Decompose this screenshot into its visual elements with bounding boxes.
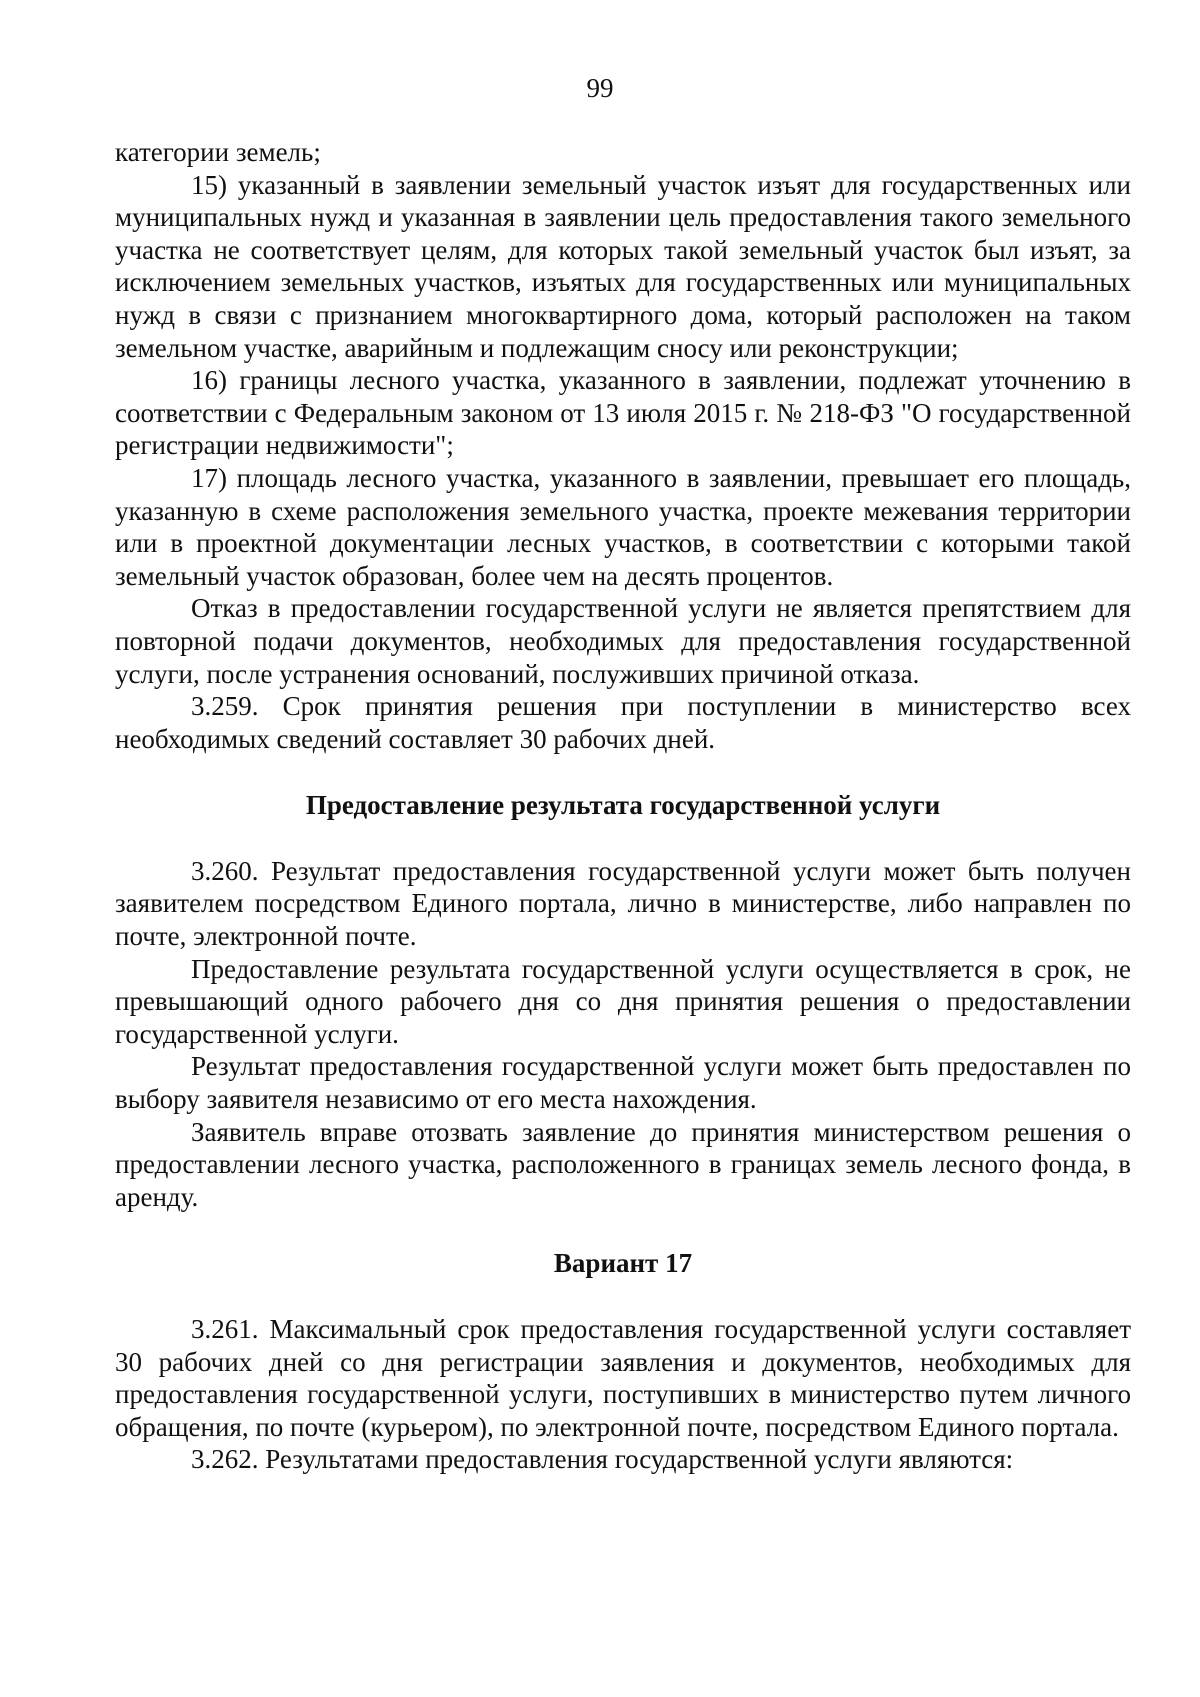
spacer bbox=[115, 755, 1131, 789]
spacer bbox=[115, 1280, 1131, 1313]
paragraph: 3.261. Максимальный срок предоставления государственной услуги составляет 30 рабочих дней со дня регистрации заявления и документов, необходимых для предоставления государственной услуги, поступивших в министерство путем личного обращения, по почте (курьером), по электронной почте, посредством Единого портала. bbox=[115, 1314, 1131, 1442]
paragraph: 15) указанный в заявлении земельный участок изъят для государственных или муниципальных нужд и указанная в заявлении цель предоставления такого земельного участка не соответствует целям, для которых такой земельный участок был изъят, за исключением земельных участков, изъятых для государственных или муниципальных нужд в связи с признанием многоквартирного дома, который расположен на таком земельном участке, аварийным и подлежащим сносу или реконструкции; bbox=[115, 169, 1131, 363]
paragraph: 3.260. Результат предоставления государственной услуги может быть получен заявителем посредством Единого портала, лично в министерстве, либо направлен по почте, электронной почте. bbox=[115, 855, 1131, 952]
section-heading: Предоставление результата государственной услуги bbox=[305, 790, 941, 821]
paragraph: 3.262. Результатами предоставления государственной услуги являются: bbox=[191, 1444, 1014, 1475]
spacer bbox=[115, 1213, 1131, 1247]
paragraph: категории земель; bbox=[115, 137, 321, 167]
paragraph: Заявитель вправе отозвать заявление до принятия министерством решения о предоставлении лесного участка, расположенного в границах земель лесного фонда, в аренду. bbox=[115, 1116, 1131, 1212]
paragraph: Результат предоставления государственной услуги может быть предоставлен по выбору заявителя независимо от его места нахождения. bbox=[115, 1051, 1131, 1115]
variant-heading: Вариант 17 bbox=[553, 1248, 693, 1279]
page-number: 99 bbox=[586, 73, 614, 103]
paragraph: 3.259. Срок принятия решения при поступлении в министерство всех необходимых сведений составляет 30 рабочих дней. bbox=[115, 691, 1131, 754]
paragraph: Отказ в предоставлении государственной услуги не является препятствием для повторной подачи документов, необходимых для предоставления государственной услуги, после устранения оснований, послуживших причиной отказа. bbox=[115, 593, 1131, 689]
paragraph: 17) площадь лесного участка, указанного в заявлении, превышает его площадь, указанную в схеме расположения земельного участка, проекте межевания территории или в проектной документации лесных участков, в соответствии с которыми такой земельный участок образован, более чем на десять процентов. bbox=[115, 462, 1131, 591]
document-body bbox=[115, 136, 1131, 1476]
paragraph: Предоставление результата государственной услуги осуществляется в срок, не превышающий одного рабочего дня со дня принятия решения о предоставлении государственной услуги. bbox=[115, 953, 1131, 1049]
spacer bbox=[115, 822, 1131, 855]
paragraph: 16) границы лесного участка, указанного в заявлении, подлежат уточнению в соответствии с Федеральным законом от 13 июля 2015 г. № 218-ФЗ "О государственной регистрации недвижимости"; bbox=[115, 365, 1131, 461]
